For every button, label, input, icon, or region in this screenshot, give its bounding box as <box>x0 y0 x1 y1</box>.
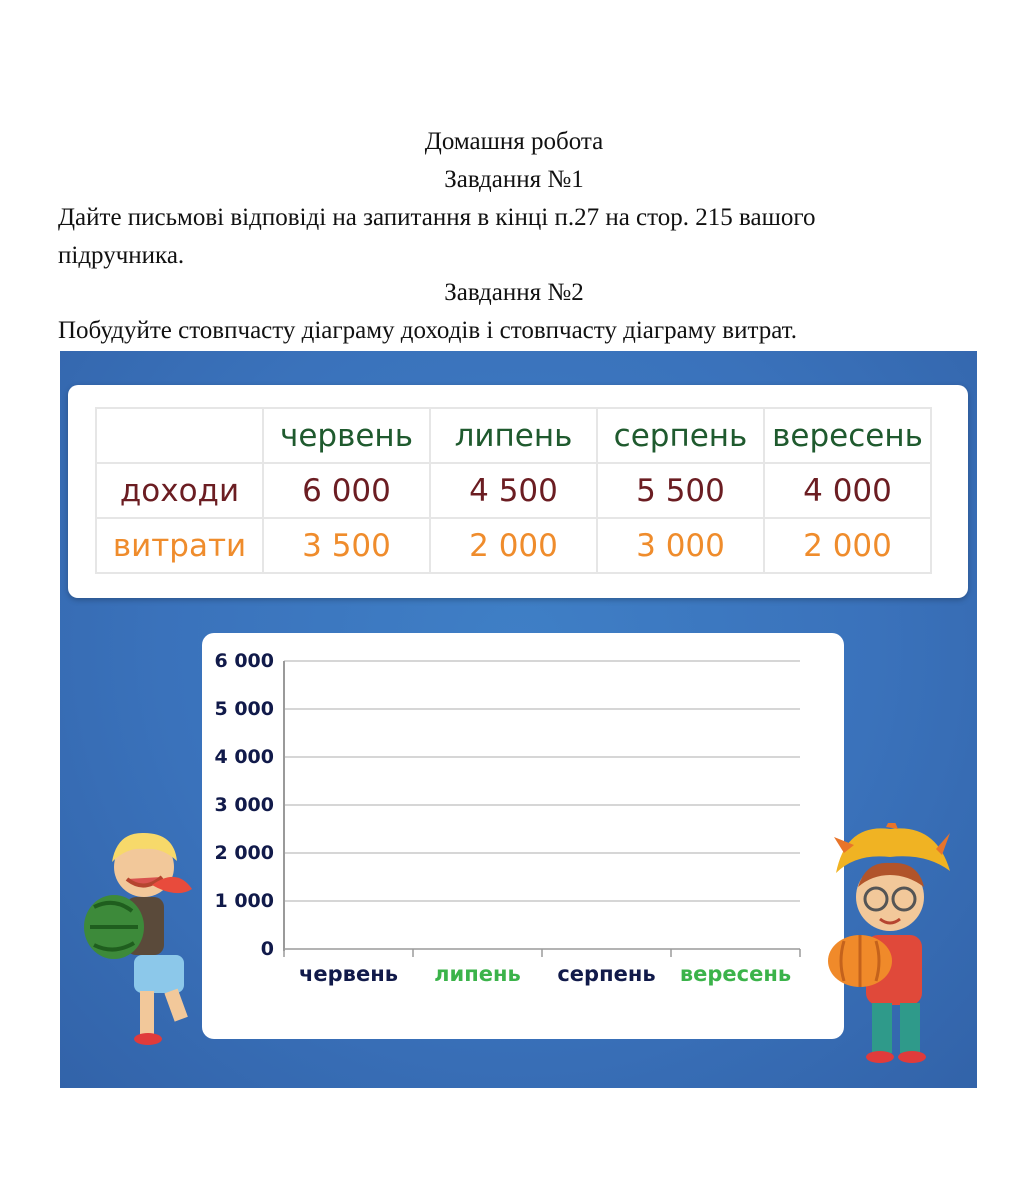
data-table-card <box>68 385 968 598</box>
month-header: серпень <box>597 408 764 463</box>
task1-text-line2: підручника. <box>58 242 185 269</box>
expense-value: 2 000 <box>430 518 597 573</box>
x-category-label: вересень <box>679 962 792 986</box>
table-corner-cell <box>96 408 263 463</box>
y-tick-label: 3 000 <box>214 794 274 816</box>
document-title: Домашня робота <box>424 128 604 155</box>
income-expense-table <box>95 407 932 574</box>
row-label-income: доходи <box>96 463 263 518</box>
month-header: вересень <box>764 408 931 463</box>
income-value: 5 500 <box>597 463 764 518</box>
table-header-row <box>96 408 931 463</box>
y-tick-label: 4 000 <box>214 746 274 768</box>
row-label-expense: витрати <box>96 518 263 573</box>
task1-heading: Завдання №1 <box>444 166 584 193</box>
worksheet-image <box>60 351 977 1088</box>
chart-card <box>202 633 844 1039</box>
task1-text-line1: Дайте письмові відповіді на запитання в кінці п.27 на стор. 215 вашого <box>58 204 816 231</box>
income-value: 4 000 <box>764 463 931 518</box>
expense-value: 3 500 <box>263 518 430 573</box>
month-header: червень <box>263 408 430 463</box>
x-category-label: червень <box>298 962 399 986</box>
y-tick-label: 5 000 <box>214 698 274 720</box>
expense-value: 3 000 <box>597 518 764 573</box>
boy-with-watermelon-illustration <box>82 827 202 1059</box>
task2-text: Побудуйте стовпчасту діаграму доходів і стовпчасту діаграму витрат. <box>58 317 797 344</box>
x-category-label: серпень <box>557 962 656 986</box>
expense-row <box>96 518 931 573</box>
income-row <box>96 463 931 518</box>
empty-bar-chart <box>202 633 844 1039</box>
expense-value: 2 000 <box>764 518 931 573</box>
y-tick-label: 2 000 <box>214 842 274 864</box>
income-value: 6 000 <box>263 463 430 518</box>
y-tick-label: 0 <box>260 938 274 960</box>
y-tick-label: 1 000 <box>214 890 274 912</box>
y-tick-label: 6 000 <box>214 650 274 672</box>
task2-heading: Завдання №2 <box>444 279 584 306</box>
income-value: 4 500 <box>430 463 597 518</box>
month-header: липень <box>430 408 597 463</box>
kid-with-pumpkin-illustration <box>826 823 954 1078</box>
x-category-label: липень <box>434 962 521 986</box>
